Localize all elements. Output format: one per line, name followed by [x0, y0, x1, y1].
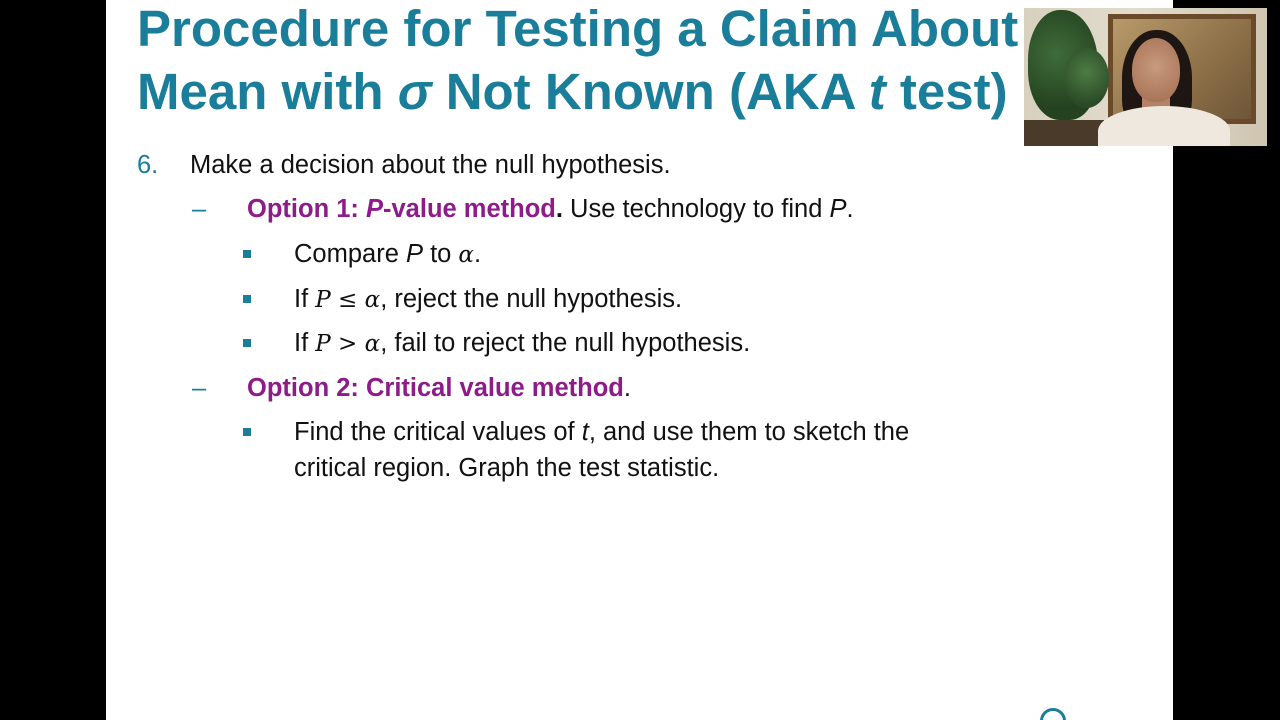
presenter-video-icon: [1024, 8, 1267, 146]
presenter-face: [1132, 38, 1180, 102]
option-2-bullet-text-end: , and use them to sketch the: [588, 418, 910, 446]
option-1-rest: Use technology to find: [562, 195, 830, 223]
option-1-line: [247, 195, 854, 224]
slide-title-line-1: Procedure for Testing a Claim About: [137, 0, 1019, 57]
slide-canvas: [106, 0, 1173, 720]
bullet-3-gt: >: [330, 331, 365, 357]
option-1-dash: –: [192, 195, 207, 223]
option-1-bullet-fail: [294, 329, 750, 358]
option-1-bullet-reject: [294, 285, 682, 314]
step-text: Make a decision about the null hypothesis.: [190, 151, 671, 179]
option-2-dash: –: [192, 374, 207, 402]
bullet-3-alpha: α: [364, 331, 381, 357]
slide-body: [106, 0, 1173, 720]
bullet-square-icon: [243, 339, 251, 347]
option-1-label-suffix: -value method: [383, 195, 556, 223]
bullet-2-if: If: [294, 285, 316, 313]
webcam-plant-leaves: [1064, 48, 1109, 108]
title-text-test: test): [885, 63, 1008, 120]
bullet-3-if: If: [294, 329, 316, 357]
option-2-line: [247, 374, 631, 403]
option-1-period: .: [555, 195, 563, 223]
step-number: 6.: [137, 151, 159, 179]
bullet-1-end: .: [473, 240, 482, 268]
bullet-1-p: P: [405, 240, 423, 268]
bullet-1-text: Compare: [294, 240, 406, 268]
bullet-square-icon: [243, 428, 251, 436]
bullet-1-alpha: α: [458, 242, 474, 268]
bullet-2-text: , reject the null hypothesis.: [380, 285, 683, 313]
option-1-label-prefix: Option 1:: [247, 195, 366, 223]
webcam-shelf: [1024, 120, 1104, 146]
option-2-bullet-line-1: [294, 418, 909, 447]
option-1-rest-end: .: [846, 195, 854, 223]
option-2-bullet-t: t: [581, 418, 589, 446]
option-2-period: .: [623, 374, 631, 402]
option-1-rest-p: P: [829, 195, 847, 223]
title-text-not-known: Not Known (AKA: [431, 63, 869, 120]
option-2-bullet-line-2: critical region. Graph the test statistic.: [294, 454, 720, 482]
bullet-3-p: P: [315, 331, 331, 357]
option-2-label: Option 2: Critical value method: [247, 374, 624, 402]
bullet-3-text: , fail to reject the null hypothesis.: [380, 329, 751, 357]
option-1-label-p: P: [365, 195, 383, 223]
bullet-2-p: P: [315, 287, 331, 313]
option-2-bullet-text: Find the critical values of: [294, 418, 582, 446]
title-text-mean: Mean with: [137, 63, 398, 120]
bullet-2-alpha: α: [364, 287, 381, 313]
bullet-1-to: to: [422, 240, 459, 268]
option-1-label: [247, 195, 556, 223]
option-1-bullet-compare: [294, 240, 481, 269]
bullet-square-icon: [243, 295, 251, 303]
bullet-square-icon: [243, 250, 251, 258]
bullet-2-leq: ≤: [330, 287, 365, 313]
title-sigma: σ: [397, 63, 432, 120]
title-t: t: [868, 63, 886, 120]
